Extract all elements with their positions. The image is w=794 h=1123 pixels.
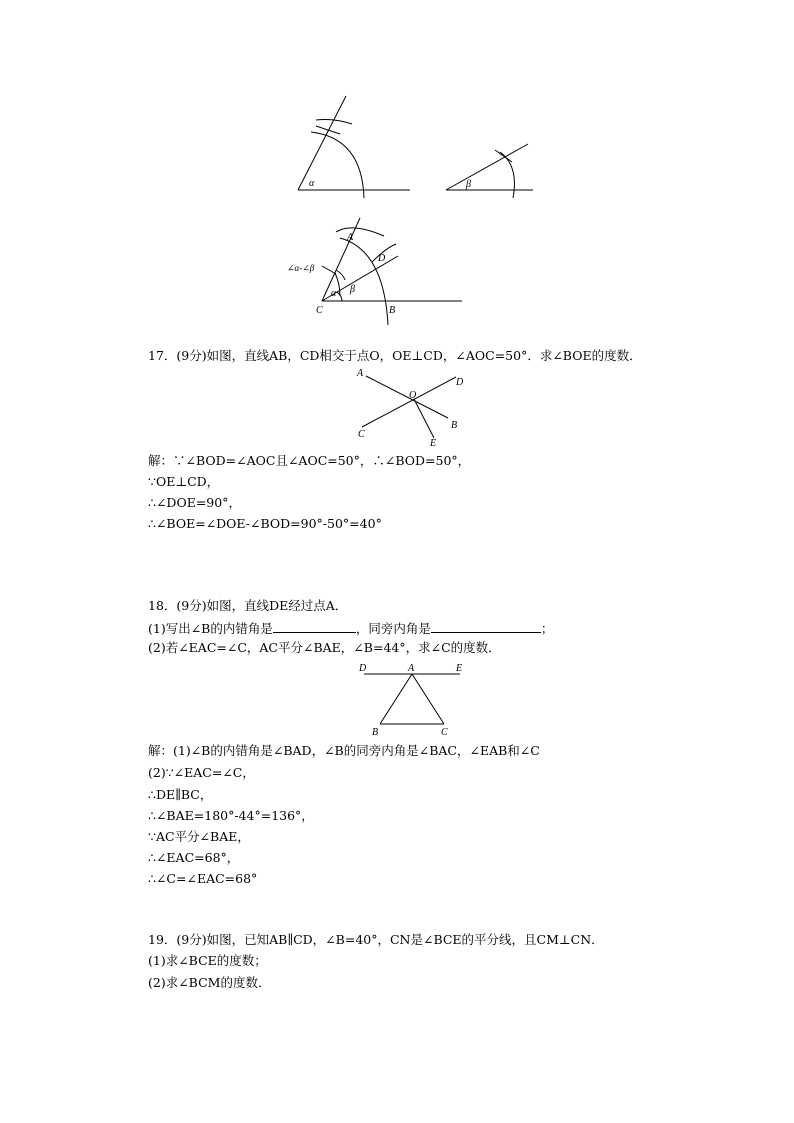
q17-label-E: E [430,438,437,446]
q18-part1-middle: ，同旁内角是 [355,621,431,636]
q18-part1 [148,620,553,637]
q17-solution-line-3: ∴∠DOE=90°， [148,495,241,510]
q18-figure [355,660,465,738]
q18-blank-alternate-angle[interactable] [273,620,356,633]
beta-side-ray [446,144,528,190]
q17-label-A: A [357,368,364,379]
construction-arc-A [336,228,384,236]
q18-solution-line-2: (2)∵∠EAC=∠C， [148,765,255,780]
segment-AB [380,674,412,724]
q18-label-A: A [408,663,415,674]
q17-question: 17．(9分)如图，直线AB，CD相交于点O，OE⊥CD，∠AOC=50°．求∠BOE的度数． [148,348,642,363]
line-CD [362,377,456,427]
construction-big-arc [340,238,388,325]
alpha-tick [316,126,340,134]
q18-label-C: C [441,727,448,738]
q18-solution-line-7: ∴∠C=∠EAC=68° [148,871,258,886]
alpha-mark-arc [316,120,352,125]
point-C-label: C [316,305,323,316]
point-A-label: A [347,232,354,243]
alpha-arc [311,132,364,198]
q18-part2: (2)若∠EAC=∠C，AC平分∠BAE，∠B=44°，求∠C的度数． [148,640,501,655]
q17-solution-line-1: 解：∵∠BOD=∠AOC且∠AOC=50°，∴∠BOD=50°， [148,453,471,468]
alpha-side-ray [298,96,346,190]
ray-OE [414,399,434,438]
q17-label-B: B [451,420,458,431]
alpha-label: α [309,178,315,189]
q18-part1-prefix: (1)写出∠B的内错角是 [148,621,273,636]
beta-label: β [466,179,471,190]
q18-solution-line-4: ∴∠BAE=180°-44°=136°， [148,808,314,823]
small-beta-label: β [350,284,355,295]
q17-solution-line-4: ∴∠BOE=∠DOE-∠BOD=90°-50°=40° [148,516,382,531]
point-B-label: B [389,305,396,316]
diff-angle-label: ∠α-∠β [287,263,315,273]
q18-solution-line-5: ∵AC平分∠BAE， [148,829,250,844]
q17-label-O: O [409,390,417,401]
q17-solution-line-2: ∵OE⊥CD， [148,474,220,489]
q19-part1: (1)求∠BCE的度数； [148,953,267,968]
q17-figure [350,364,470,446]
diff-leader [322,266,336,274]
q18-solution-line-1: 解：(1)∠B的内错角是∠BAD，∠B的同旁内角是∠BAC，∠EAB和∠C [148,743,540,758]
q18-blank-interior-angle[interactable] [431,620,541,633]
q18-label-D: D [359,663,367,674]
line-AB [366,376,448,418]
construction-figure [280,90,550,330]
q18-solution-line-3: ∴DE∥BC， [148,787,213,802]
q18-solution-line-6: ∴∠EAC=68°， [148,850,240,865]
beta-tick [495,150,512,162]
q17-label-D: D [456,377,464,388]
point-D-label: D [378,253,386,264]
q18-label-B: B [372,727,379,738]
q18-question: 18．(9分)如图，直线DE经过点A． [148,598,348,613]
segment-AC [412,674,444,724]
q17-label-C: C [358,429,365,440]
small-alpha-label: α [331,288,337,299]
q18-label-E: E [456,663,463,674]
q19-question: 19．(9分)如图，已知AB∥CD，∠B=40°，CN是∠BCE的平分线，且CM⊥CN． [148,932,604,947]
q19-part2: (2)求∠BCM的度数． [148,975,271,990]
q18-part1-end: ； [540,621,554,636]
